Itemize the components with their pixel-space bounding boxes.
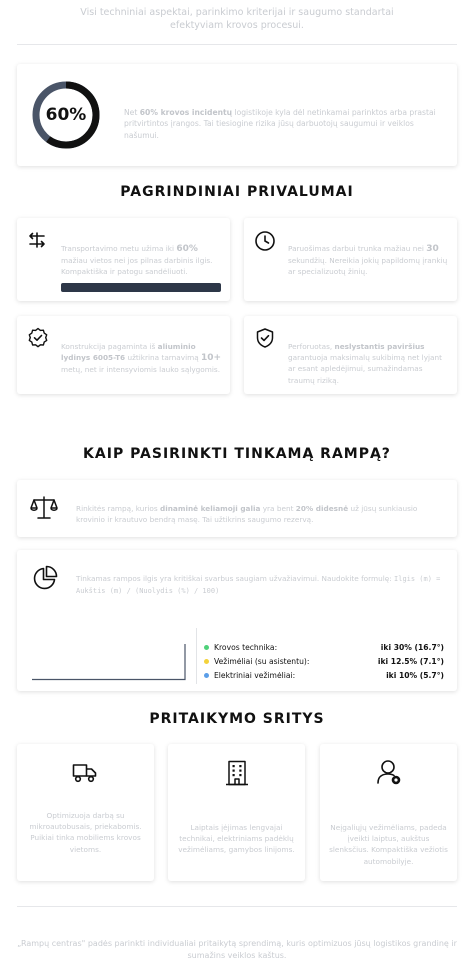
legend-value: iki 10% (5.7°) bbox=[386, 671, 444, 680]
area-card-vehicles bbox=[17, 744, 154, 881]
advantage-card-setup bbox=[244, 218, 457, 301]
advantage-card-material bbox=[17, 316, 230, 394]
adv2-post2: metų, net ir intensyviomis lauko sąlygomis. bbox=[61, 365, 221, 375]
area-text-accessibility: Neįgaliųjų vežimėliams, padeda įveikti laiptus, aukštus slenksčius. Kompaktiška vežiotis automobilyje. bbox=[329, 823, 448, 866]
legend-label: Krovos technika: bbox=[214, 643, 278, 652]
badge-check-icon bbox=[27, 327, 49, 349]
adv3-pre: Perforuotas, bbox=[288, 342, 335, 351]
stat-text bbox=[124, 107, 442, 141]
adv2-pre: Konstrukcija pagaminta iš bbox=[61, 342, 158, 351]
legend-dot bbox=[204, 659, 209, 664]
areas-title: PRITAIKYMO SRITYS bbox=[149, 711, 325, 727]
shield-check-icon bbox=[254, 327, 276, 349]
load-pre: Rinkitės rampą, kurios bbox=[76, 504, 161, 513]
percent-label: 60% bbox=[45, 105, 87, 125]
adv3-bold: neslystantis paviršius bbox=[334, 342, 425, 351]
length-card bbox=[17, 550, 457, 691]
adv1-bold: 30 bbox=[426, 244, 439, 254]
length-formula: Ilgis (m) = Aukštis (m) / (Nuolydis (%) / 100) bbox=[76, 575, 441, 596]
legend-label: Elektriniai vežimėliai: bbox=[214, 671, 296, 680]
stat-text-bold: 60% krovos incidentų bbox=[139, 108, 233, 117]
scale-icon bbox=[30, 495, 58, 521]
legend-label: Vežimėliai (su asistentu): bbox=[214, 657, 310, 666]
compact-progress-fill bbox=[61, 283, 221, 292]
slope-legend bbox=[204, 643, 444, 683]
legend-dot bbox=[204, 673, 209, 678]
load-bold: dinaminė keliamoji galia bbox=[160, 504, 261, 513]
intro-text: Visi techniniai aspektai, parinkimo kriterijai ir saugumo standartai efektyviam krovos procesui. bbox=[80, 7, 394, 31]
footer-divider bbox=[17, 906, 457, 907]
diagram-divider bbox=[196, 628, 197, 684]
compact-progress-track bbox=[61, 283, 221, 292]
adv1-post: sekundžių. Nereikia jokių papildomų įrankių ar specializuotų žinių. bbox=[288, 256, 448, 277]
area-card-buildings bbox=[168, 744, 305, 881]
adv2-bold: aliuminio lydinys 6005-T6 bbox=[61, 342, 196, 363]
load-capacity-card bbox=[17, 480, 457, 537]
advantage-text-surface bbox=[288, 341, 450, 386]
pie-chart-icon bbox=[32, 565, 58, 591]
stat-text-post: logistikoje kyla dėl netinkamai parinktos arba prastai pritvirtintos įrangos. Tai tiesiogine rizika jūsų darbuotojų saugumui ir veiklos našumui. bbox=[124, 108, 436, 140]
area-text-buildings: Laiptais įėjimas lengvajai technikai, elektriniams padėklų vežimėliams, gamybos linijoms. bbox=[178, 823, 295, 855]
stat-text-pre: Net bbox=[124, 108, 140, 117]
divider bbox=[17, 44, 457, 45]
adv1-pre: Paruošimas darbui trunka mažiau nei bbox=[288, 244, 427, 253]
building-icon bbox=[224, 759, 250, 787]
advantages-title: PAGRINDINIAI PRIVALUMAI bbox=[120, 184, 354, 200]
clock-icon bbox=[254, 230, 276, 252]
length-text-main: Tinkamas rampos ilgis yra kritiškai svarbus saugiam užvažiavimui. Naudokite formulę: bbox=[76, 574, 392, 583]
length-text bbox=[76, 573, 448, 597]
load-post: už jūsų sunkiausio krovinio ir krautuvo bendrą masę. Tai užtikrins saugumo rezervą. bbox=[76, 504, 418, 525]
ramp-slope-diagram bbox=[31, 642, 188, 684]
footer-text: „Rampų centras" padės parinkti individualiai pritaikytą sprendimą, kuris optimizuos jūsų logistikos grandinę ir sumažins veiklos kaštus. bbox=[17, 939, 457, 960]
advantage-text-material bbox=[61, 341, 225, 376]
load-capacity-text bbox=[76, 503, 448, 525]
legend-value: iki 12.5% (7.1°) bbox=[377, 657, 444, 666]
adv2-post: užtikrina tarnavimą bbox=[125, 353, 202, 363]
advantage-card-surface bbox=[244, 316, 457, 394]
adv3-post: garantuoja maksimalų sukibimą net lyjant ar esant apledėjimui, sumažindamas traumų riziką. bbox=[288, 353, 443, 385]
adv2-bold2: 10+ bbox=[201, 353, 222, 364]
legend-value: iki 30% (16.7°) bbox=[380, 643, 444, 652]
adv0-post: mažiau vietos nei jos pilnas darbinis ilgis. Kompaktiška ir patogu sandėliuoti. bbox=[61, 256, 213, 277]
load-mid: yra bent bbox=[260, 504, 296, 513]
arrows-expand-icon bbox=[27, 230, 47, 250]
advantage-text-compact bbox=[61, 243, 223, 278]
area-text-vehicles: Optimizuoja darbą su mikroautobusais, priekabomis. Puikiai tinka mobiliems krovos vietoms. bbox=[29, 811, 142, 854]
adv0-bold: 60% bbox=[176, 244, 198, 254]
delivery-truck-icon bbox=[72, 762, 98, 784]
stat-card bbox=[17, 64, 457, 166]
load-bold2: 20% didesnė bbox=[295, 504, 349, 513]
legend-dot bbox=[204, 645, 209, 650]
advantage-text-setup bbox=[288, 243, 450, 278]
choose-title: KAIP PASIRINKTI TINKAMĄ RAMPĄ? bbox=[83, 446, 391, 462]
area-card-accessibility bbox=[320, 744, 457, 881]
wheelchair-user-icon bbox=[375, 758, 403, 786]
adv0-pre: Transportavimo metu užima iki bbox=[61, 244, 177, 253]
advantage-card-compact bbox=[17, 218, 230, 301]
donut-chart bbox=[31, 80, 101, 150]
